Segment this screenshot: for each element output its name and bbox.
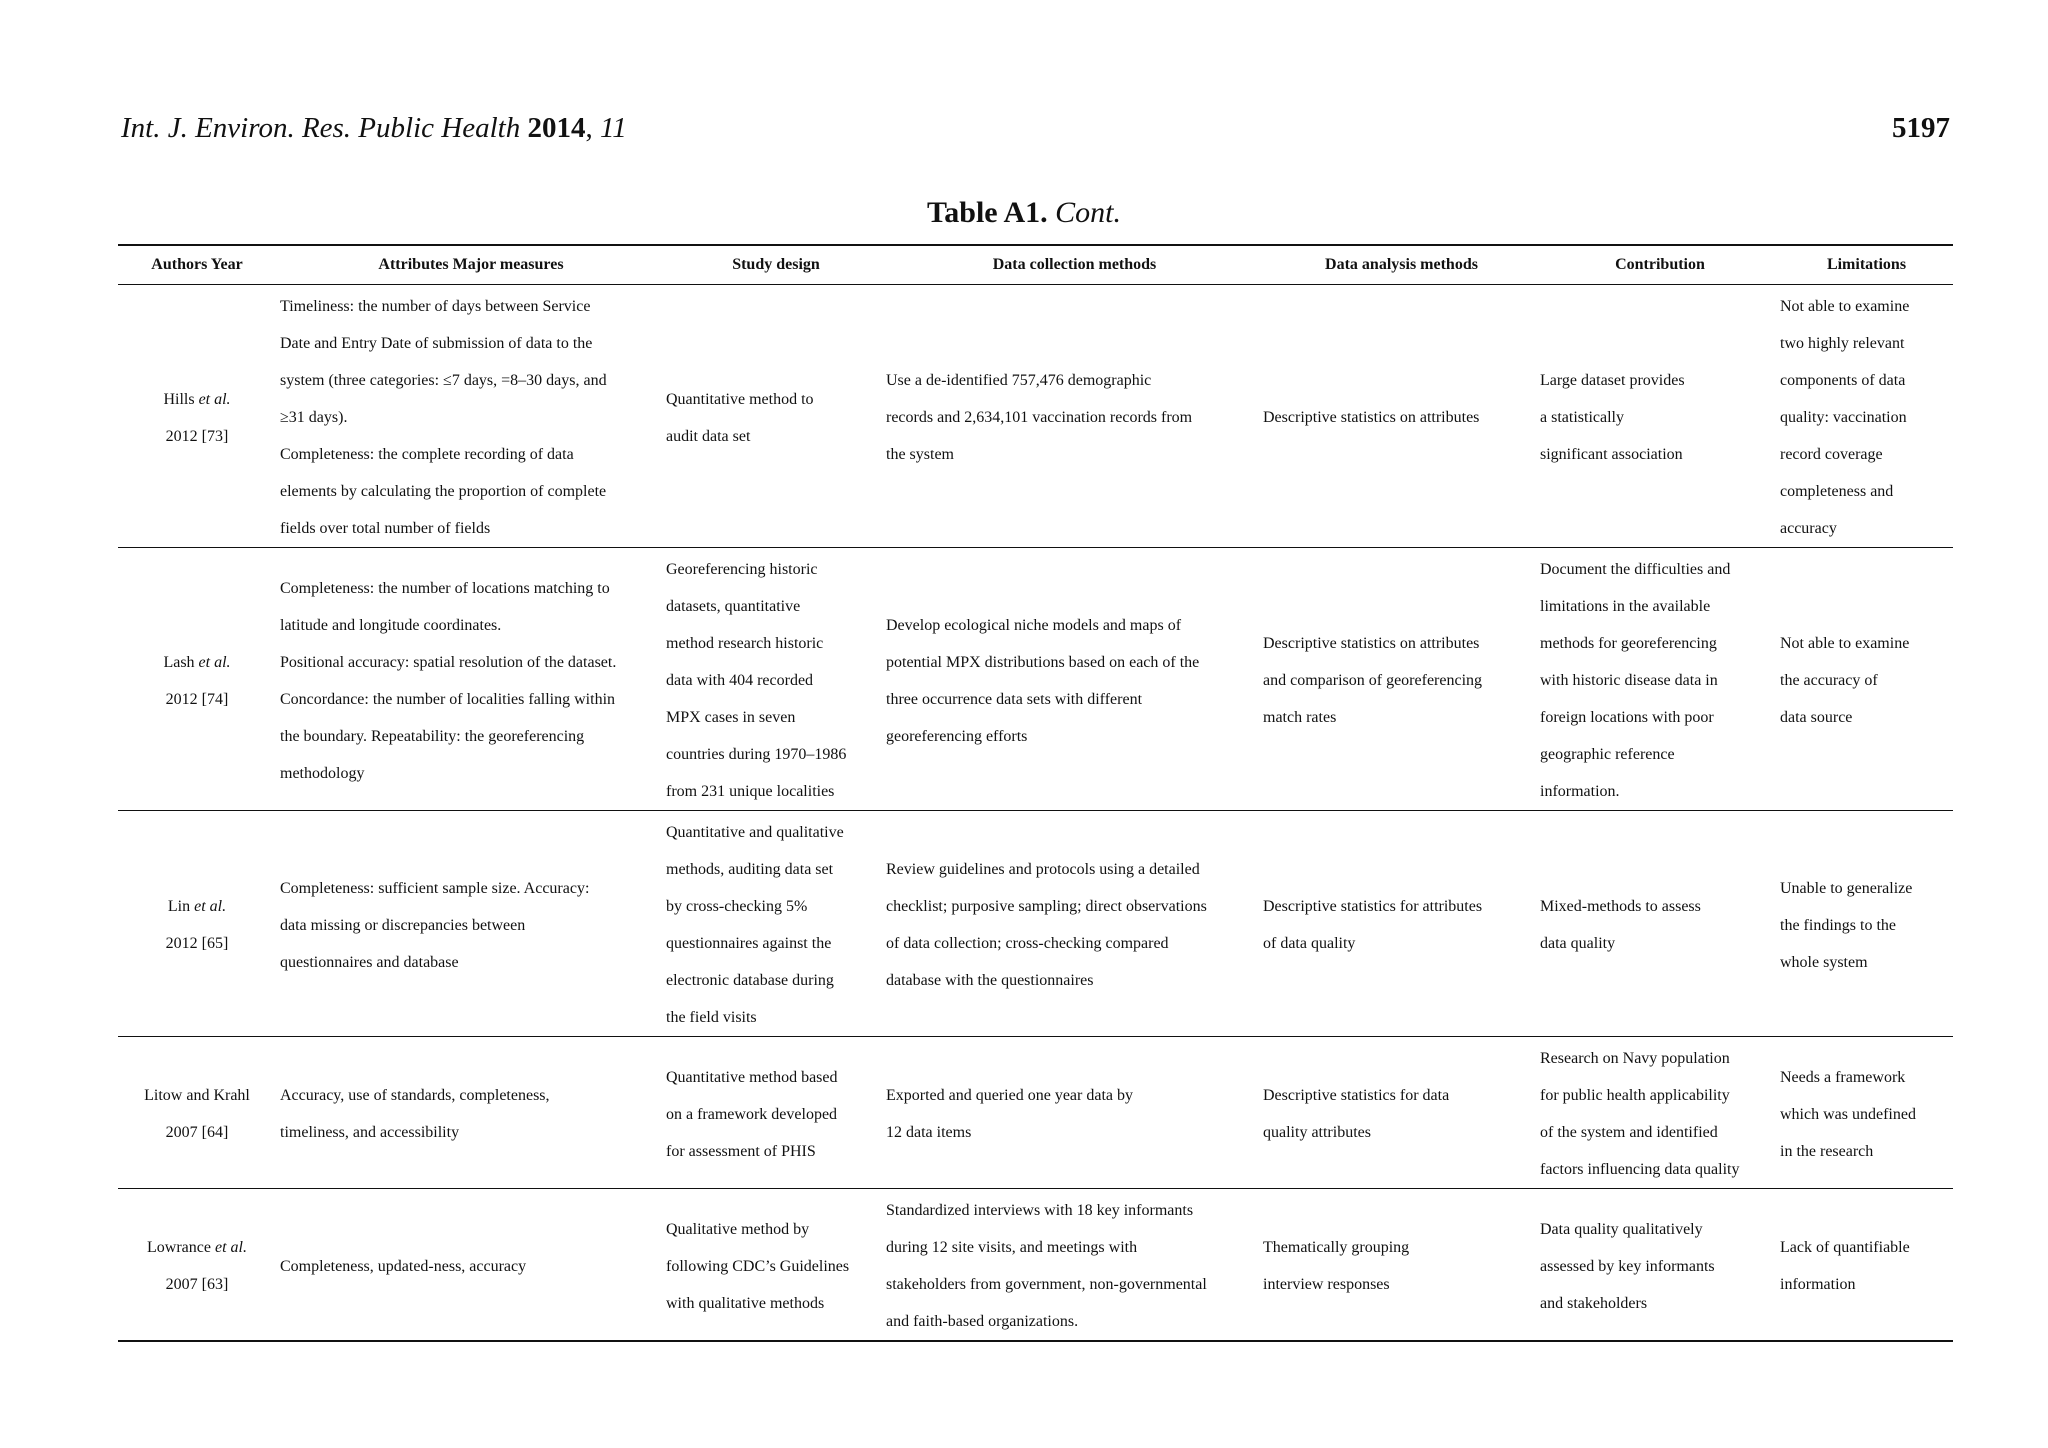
- cell-line: methods for georeferencing: [1540, 635, 1717, 652]
- cell-line: and stakeholders: [1540, 1294, 1648, 1312]
- cell-line: whole system: [1780, 953, 1868, 971]
- cell-line: quality: vaccination: [1780, 409, 1907, 426]
- cell-line: of data quality: [1263, 935, 1356, 952]
- cell-line: Completeness: the complete recording of data: [280, 446, 574, 463]
- cell-line: data with 404 recorded: [666, 672, 814, 689]
- cell-line: Georeferencing historic: [666, 561, 818, 578]
- study-design-cell: [666, 548, 886, 811]
- journal-citation: Int. J. Environ. Res. Public Health 2014, 11: [121, 112, 627, 144]
- cell-line: potential MPX distributions based on each of the: [886, 653, 1200, 671]
- et-al: et al.: [190, 898, 227, 915]
- cell-line: for assessment of PHIS: [666, 1142, 816, 1160]
- col-data-analysis-header: Data analysis methods: [1263, 245, 1540, 285]
- cell-line: the field visits: [666, 1009, 757, 1026]
- year-reference: 2012 [74]: [165, 690, 229, 708]
- cell-line: Descriptive statistics for attributes: [1263, 898, 1483, 915]
- cell-line: methods, auditing data set: [666, 861, 834, 878]
- cell-line: countries during 1970–1986: [666, 746, 847, 763]
- cell-line: Document the difficulties and: [1540, 561, 1731, 578]
- study-design-cell: [666, 1189, 886, 1342]
- data-analysis-cell: [1263, 285, 1540, 548]
- authors-year-cell: [118, 1037, 276, 1189]
- cell-line: components of data: [1780, 372, 1906, 389]
- cell-line: the findings to the: [1780, 916, 1896, 934]
- cell-line: questionnaires and database: [280, 953, 459, 971]
- cell-line: the accuracy of: [1780, 672, 1878, 689]
- table-row: [118, 548, 1953, 811]
- cell-line: information: [1780, 1276, 1856, 1293]
- data-analysis-cell: [1263, 811, 1540, 1037]
- year-reference: 2012 [65]: [165, 935, 229, 952]
- table-row: [118, 811, 1953, 1037]
- cell-line: Review guidelines and protocols using a detailed: [886, 861, 1200, 878]
- cell-line: Mixed-methods to assess: [1540, 898, 1701, 915]
- cell-line: Lack of quantifiable: [1780, 1239, 1910, 1256]
- table-caption: [0, 196, 2048, 230]
- authors-year-cell: [118, 548, 276, 811]
- data-collection-cell: [886, 1189, 1263, 1342]
- table-label: Table A1.: [927, 196, 1048, 229]
- attributes-cell: [276, 1189, 666, 1342]
- limitations-cell: [1780, 1189, 1953, 1342]
- limitations-cell: [1780, 811, 1953, 1037]
- attributes-cell: [276, 1037, 666, 1189]
- cell-line: Large dataset provides: [1540, 372, 1685, 389]
- data-collection-cell: [886, 1037, 1263, 1189]
- year-reference: 2007 [63]: [165, 1276, 229, 1293]
- cell-line: 12 data items: [886, 1124, 972, 1141]
- cell-line: Not able to examine: [1780, 298, 1910, 315]
- cell-line: Research on Navy population: [1540, 1050, 1730, 1067]
- cell-line: Not able to examine: [1780, 635, 1910, 652]
- cell-line: limitations in the available: [1540, 598, 1711, 615]
- contribution-cell: [1540, 811, 1780, 1037]
- et-al: et al.: [210, 1239, 247, 1256]
- author-name: [118, 381, 276, 418]
- study-design-cell: [666, 285, 886, 548]
- year-reference: 2012 [73]: [165, 427, 229, 445]
- cell-line: georeferencing efforts: [886, 727, 1028, 745]
- author-name: [118, 1077, 276, 1114]
- cell-line: two highly relevant: [1780, 335, 1905, 352]
- cell-line: ≥31 days).: [280, 409, 348, 426]
- cell-line: the boundary. Repeatability: the georeferencing: [280, 727, 585, 745]
- cell-line: foreign locations with poor: [1540, 709, 1714, 726]
- data-analysis-cell: [1263, 1189, 1540, 1342]
- cell-line: Accuracy, use of standards, completeness,: [280, 1087, 550, 1104]
- cell-line: for public health applicability: [1540, 1087, 1730, 1104]
- attributes-cell: [276, 548, 666, 811]
- cell-line: completeness and: [1780, 483, 1894, 500]
- authors-year-cell: [118, 1189, 276, 1342]
- cell-line: questionnaires against the: [666, 935, 832, 952]
- col-study-design-header: Study design: [666, 245, 886, 285]
- authors-year-cell: [118, 811, 276, 1037]
- contribution-cell: [1540, 548, 1780, 811]
- study-design-cell: [666, 1037, 886, 1189]
- cell-line: quality attributes: [1263, 1124, 1371, 1141]
- cell-line: Concordance: the number of localities falling within: [280, 690, 616, 708]
- cell-line: interview responses: [1263, 1276, 1390, 1293]
- author-surname: Lowrance: [147, 1239, 211, 1256]
- cell-line: geographic reference: [1540, 746, 1675, 763]
- cell-line: Needs a framework: [1780, 1068, 1906, 1086]
- contribution-cell: [1540, 1189, 1780, 1342]
- author-surname: Litow and Krahl: [144, 1087, 250, 1104]
- cell-line: and comparison of georeferencing: [1263, 672, 1483, 689]
- cell-line: system (three categories: ≤7 days, =8–30 days, and: [280, 372, 607, 389]
- data-collection-cell: [886, 285, 1263, 548]
- data-analysis-cell: [1263, 1037, 1540, 1189]
- cell-line: Completeness: sufficient sample size. Accuracy:: [280, 879, 590, 897]
- cell-line: significant association: [1540, 446, 1683, 463]
- author-name: [118, 888, 276, 925]
- cell-line: Thematically grouping: [1263, 1239, 1410, 1256]
- col-limitations-header: Limitations: [1780, 245, 1953, 285]
- cell-line: with historic disease data in: [1540, 672, 1718, 689]
- cell-line: Use a de-identified 757,476 demographic: [886, 372, 1152, 389]
- cell-line: which was undefined: [1780, 1105, 1916, 1123]
- author-surname: Hills: [163, 390, 195, 408]
- cell-line: during 12 site visits, and meetings with: [886, 1239, 1138, 1256]
- attributes-cell: [276, 811, 666, 1037]
- cell-line: Unable to generalize: [1780, 879, 1913, 897]
- author-name: [118, 644, 276, 681]
- cell-line: record coverage: [1780, 446, 1883, 463]
- cell-line: Qualitative method by: [666, 1220, 810, 1238]
- cell-line: Completeness, updated-ness, accuracy: [280, 1257, 527, 1275]
- table-cont: Cont.: [1055, 196, 1121, 229]
- cell-line: Positional accuracy: spatial resolution of the dataset.: [280, 653, 617, 671]
- limitations-cell: [1780, 285, 1953, 548]
- cell-line: Descriptive statistics on attributes: [1263, 635, 1480, 652]
- author-name: [118, 1229, 276, 1266]
- cell-line: match rates: [1263, 709, 1337, 726]
- cell-line: with qualitative methods: [666, 1294, 825, 1312]
- page-number: 5197: [1892, 112, 1950, 144]
- cell-line: the system: [886, 446, 954, 463]
- cell-line: accuracy: [1780, 520, 1837, 537]
- table-row: [118, 1189, 1953, 1342]
- cell-line: Quantitative and qualitative: [666, 824, 844, 841]
- page-header: [121, 112, 1950, 152]
- cell-line: stakeholders from government, non-governmental: [886, 1276, 1207, 1293]
- col-data-collection-header: Data collection methods: [886, 245, 1263, 285]
- cell-line: in the research: [1780, 1142, 1874, 1160]
- cell-line: on a framework developed: [666, 1105, 838, 1123]
- cell-line: Quantitative method based: [666, 1068, 838, 1086]
- table-body: [118, 285, 1953, 1342]
- cell-line: a statistically: [1540, 409, 1624, 426]
- cell-line: Quantitative method to: [666, 390, 814, 408]
- col-attributes-header: Attributes Major measures: [276, 245, 666, 285]
- et-al: et al.: [194, 653, 231, 671]
- cell-line: latitude and longitude coordinates.: [280, 616, 502, 634]
- contribution-cell: [1540, 285, 1780, 548]
- col-authors-year-header: Authors Year: [118, 245, 276, 285]
- data-collection-cell: [886, 811, 1263, 1037]
- cell-line: factors influencing data quality: [1540, 1161, 1740, 1178]
- cell-line: methodology: [280, 764, 365, 782]
- cell-line: three occurrence data sets with different: [886, 690, 1143, 708]
- cell-line: Exported and queried one year data by: [886, 1087, 1134, 1104]
- cell-line: of data collection; cross-checking compared: [886, 935, 1169, 952]
- table-row: [118, 1037, 1953, 1189]
- cell-line: datasets, quantitative: [666, 598, 801, 615]
- limitations-cell: [1780, 1037, 1953, 1189]
- cell-line: of the system and identified: [1540, 1124, 1718, 1141]
- cell-line: following CDC’s Guidelines: [666, 1257, 850, 1275]
- author-surname: Lash: [163, 653, 195, 671]
- cell-line: assessed by key informants: [1540, 1257, 1715, 1275]
- cell-line: database with the questionnaires: [886, 972, 1094, 989]
- journal-name: Int. J. Environ. Res. Public Health: [121, 112, 521, 144]
- authors-year-cell: [118, 285, 276, 548]
- cell-line: Descriptive statistics for data: [1263, 1087, 1450, 1104]
- cell-line: Descriptive statistics on attributes: [1263, 409, 1480, 426]
- cell-line: Standardized interviews with 18 key informants: [886, 1202, 1194, 1219]
- year-reference: 2007 [64]: [165, 1124, 229, 1141]
- study-design-cell: [666, 811, 886, 1037]
- cell-line: by cross-checking 5%: [666, 898, 808, 915]
- limitations-cell: [1780, 548, 1953, 811]
- table-row: [118, 285, 1953, 548]
- cell-line: Develop ecological niche models and maps of: [886, 616, 1182, 634]
- cell-line: elements by calculating the proportion of complete: [280, 483, 607, 500]
- cell-line: data quality: [1540, 935, 1616, 952]
- cell-line: information.: [1540, 783, 1620, 800]
- cell-line: electronic database during: [666, 972, 834, 989]
- cell-line: data missing or discrepancies between: [280, 916, 526, 934]
- cell-line: Date and Entry Date of submission of data to the: [280, 335, 593, 352]
- col-contribution-header: Contribution: [1540, 245, 1780, 285]
- cell-line: from 231 unique localities: [666, 783, 835, 800]
- author-surname: Lin: [167, 898, 191, 915]
- cell-line: checklist; purposive sampling; direct observations: [886, 898, 1207, 915]
- data-collection-cell: [886, 548, 1263, 811]
- cell-line: Data quality qualitatively: [1540, 1220, 1703, 1238]
- cell-line: data source: [1780, 709, 1853, 726]
- cell-line: audit data set: [666, 427, 751, 445]
- cell-line: and faith-based organizations.: [886, 1313, 1079, 1330]
- cell-line: Timeliness: the number of days between Service: [280, 298, 591, 315]
- table-header-row: [118, 245, 1953, 285]
- contribution-cell: [1540, 1037, 1780, 1189]
- cell-line: timeliness, and accessibility: [280, 1124, 460, 1141]
- data-table: [118, 244, 1953, 1342]
- cell-line: Completeness: the number of locations matching to: [280, 579, 610, 597]
- data-analysis-cell: [1263, 548, 1540, 811]
- et-al: et al.: [194, 390, 231, 408]
- journal-volume: 11: [599, 112, 627, 144]
- attributes-cell: [276, 285, 666, 548]
- cell-line: records and 2,634,101 vaccination records from: [886, 409, 1193, 426]
- cell-line: MPX cases in seven: [666, 709, 796, 726]
- cell-line: fields over total number of fields: [280, 520, 491, 537]
- cell-line: method research historic: [666, 635, 824, 652]
- journal-year: 2014: [527, 112, 586, 144]
